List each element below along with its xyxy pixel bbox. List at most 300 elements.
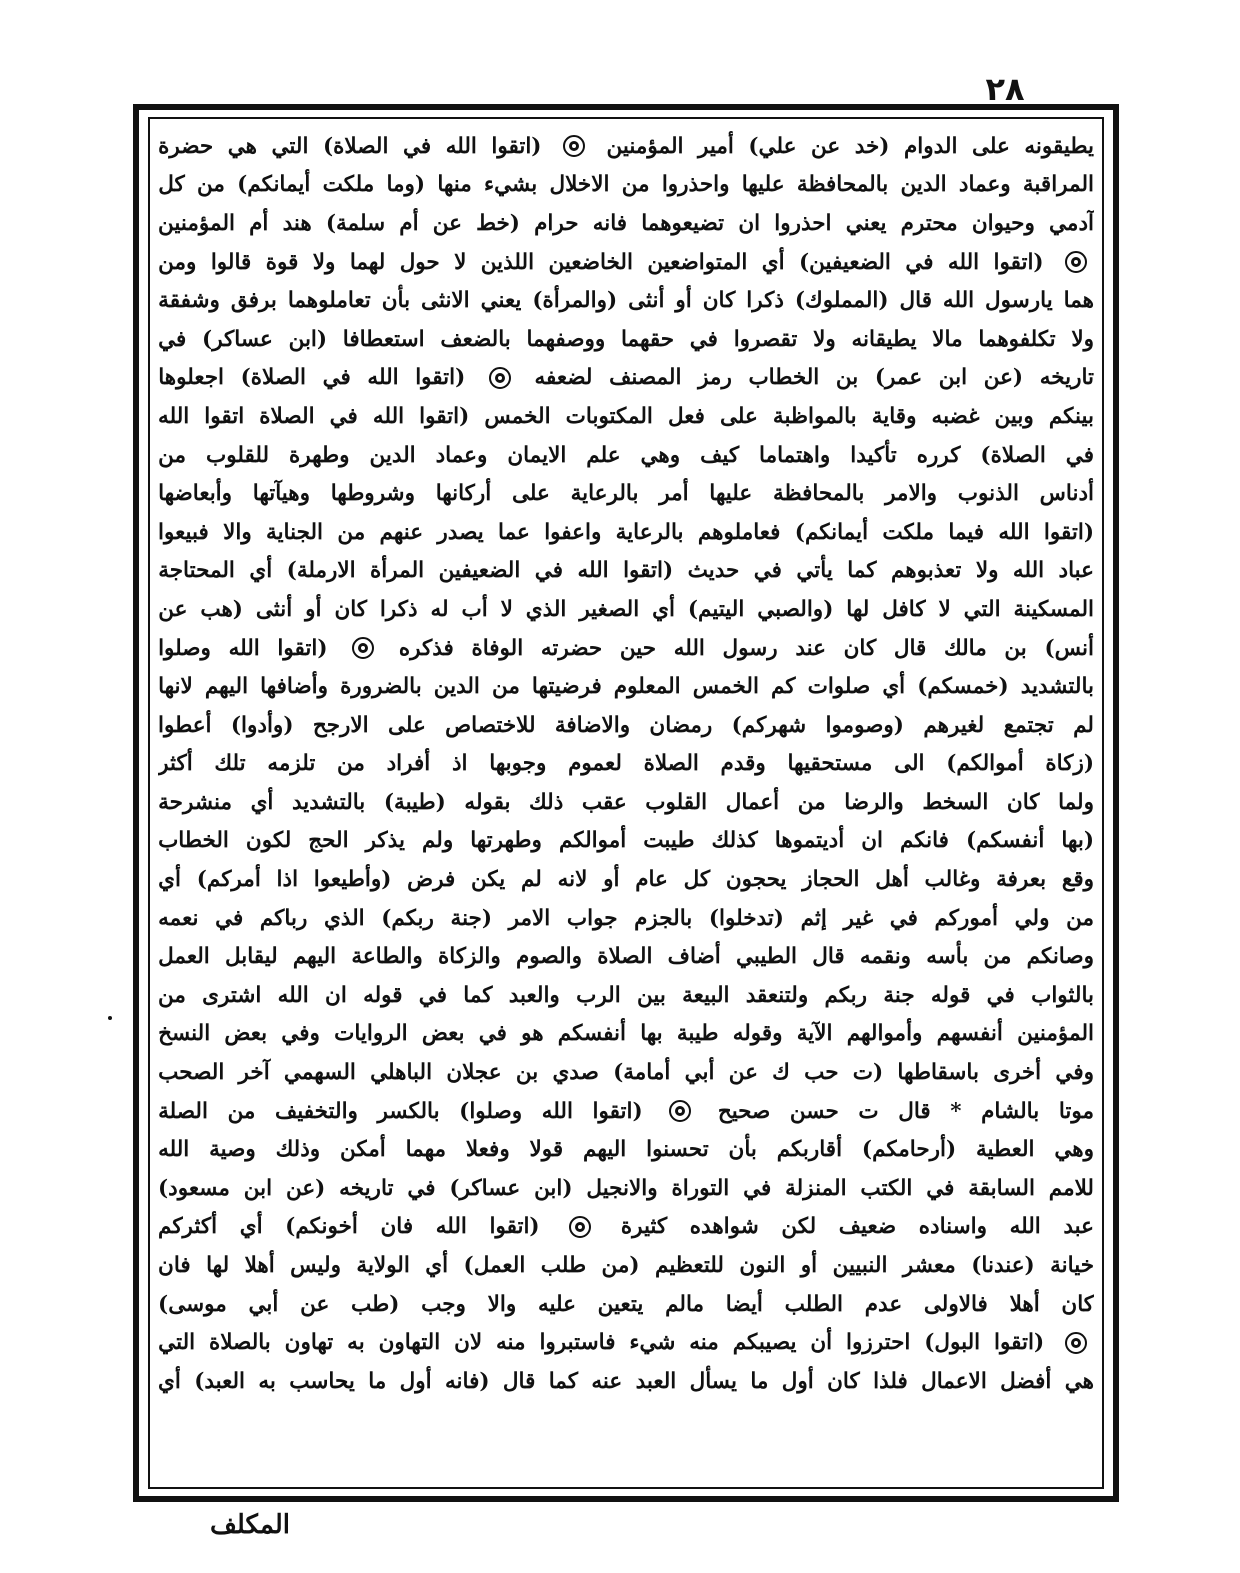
- word: صدي: [552, 1060, 599, 1086]
- word: حضرته: [540, 635, 603, 661]
- word: عند: [795, 635, 826, 661]
- word: فرضيتها: [531, 674, 602, 700]
- word: الامر: [508, 905, 551, 931]
- word: لان: [454, 1330, 483, 1356]
- word: من: [337, 751, 365, 777]
- word: عساكر): [202, 326, 273, 352]
- word: من: [983, 944, 1012, 970]
- word: أي: [652, 596, 675, 622]
- rosette-ornament-icon: [1064, 250, 1088, 274]
- word: الاخلال: [549, 172, 610, 198]
- word: في: [407, 1175, 436, 1201]
- word: يصيبكم: [732, 1330, 797, 1356]
- word: والانجيل: [586, 1175, 658, 1201]
- word: تلزمه: [267, 751, 316, 777]
- word: الله: [1009, 1214, 1041, 1240]
- word: صحيح: [717, 1098, 771, 1124]
- word: ان: [738, 210, 761, 236]
- word: بأسه: [926, 944, 969, 970]
- word: الروايات: [334, 1021, 408, 1047]
- word: ملكت: [882, 519, 934, 545]
- word: حين: [619, 635, 657, 661]
- word: غير: [843, 905, 874, 931]
- word: (اتقوا: [489, 1214, 540, 1240]
- word: تعذبوهم: [890, 558, 962, 584]
- word: أموركم: [934, 905, 999, 931]
- word: أنثى: [628, 288, 665, 314]
- word: تحسنوا: [646, 1137, 709, 1163]
- word: كان: [334, 596, 368, 622]
- word: الخمس: [692, 674, 759, 700]
- word: جنة: [883, 982, 915, 1008]
- word: الصلاة: [643, 751, 699, 777]
- text-line: [158, 1053, 1094, 1092]
- word: أخرى: [993, 1060, 1042, 1086]
- word: أمر: [659, 481, 689, 507]
- word: المصنف: [609, 365, 682, 391]
- word: أم: [249, 210, 269, 236]
- word: مهما: [405, 1137, 447, 1163]
- word: للامم: [1048, 1175, 1094, 1201]
- word: الكتب: [860, 1175, 913, 1201]
- word: يأتي: [796, 558, 833, 584]
- word: عنهم: [379, 519, 424, 545]
- word: هي: [1064, 1368, 1094, 1394]
- word: تضيعوهما: [641, 210, 725, 236]
- rosette-ornament-icon: [562, 134, 586, 158]
- word: وشروطها: [330, 481, 415, 507]
- word: قالوا: [210, 249, 252, 275]
- text-line: [158, 667, 1094, 706]
- word: العمل: [158, 944, 210, 970]
- text-line: [158, 1092, 1094, 1131]
- word: أمامة): [613, 1060, 671, 1086]
- word: للقلوب: [206, 442, 270, 468]
- word: أي: [239, 1214, 263, 1240]
- word: الايمان: [507, 442, 567, 468]
- word: أي: [250, 789, 274, 815]
- word: كيف: [700, 442, 740, 468]
- word: بعرفة: [996, 867, 1047, 893]
- text-line: [158, 474, 1094, 513]
- word: الله: [158, 403, 190, 429]
- word: (اتقوا: [1043, 519, 1094, 545]
- word: أفراد: [386, 751, 431, 777]
- word: ذكرا: [746, 288, 784, 314]
- word: عبد: [1063, 1214, 1094, 1240]
- word: عن: [810, 133, 841, 159]
- word: به: [258, 1368, 276, 1394]
- word: لا: [454, 249, 467, 275]
- word: أنفسكم): [965, 828, 1045, 854]
- word: الرب: [576, 982, 621, 1008]
- word: (خد: [854, 133, 890, 159]
- word: شيء: [629, 1330, 676, 1356]
- word: والصوم: [516, 944, 582, 970]
- word: الله: [228, 635, 260, 661]
- word: (اتقوا: [491, 133, 542, 159]
- word: أهل: [875, 867, 909, 893]
- text-line: [158, 1130, 1094, 1169]
- word: وليس: [290, 1253, 341, 1279]
- word: عنه: [591, 1368, 623, 1394]
- text-line: [158, 706, 1094, 745]
- word: اليهم: [292, 944, 337, 970]
- text-line: [158, 397, 1094, 436]
- word: أبي: [248, 1291, 279, 1317]
- word: ما: [750, 1368, 769, 1394]
- word: وطهرتها: [470, 828, 542, 854]
- word: بن: [1004, 635, 1027, 661]
- word: الذنوب: [957, 481, 1019, 507]
- word: وهيآتها: [252, 481, 310, 507]
- word: مسعود): [158, 1175, 230, 1201]
- word: آدمي: [1049, 210, 1094, 236]
- word: رباكم: [259, 905, 308, 931]
- word: قال: [502, 1368, 536, 1394]
- word: بالضعف: [440, 326, 511, 352]
- word: والعبد: [508, 982, 560, 1008]
- word: الخاضعين: [548, 249, 633, 275]
- word: الطلب: [784, 1291, 844, 1317]
- word: لضعفه: [534, 365, 593, 391]
- word: على: [719, 403, 758, 429]
- word: والتخفيف: [275, 1098, 358, 1124]
- word: عن: [158, 596, 188, 622]
- word: (أرحامكم): [861, 1137, 957, 1163]
- word: عدم: [864, 1291, 903, 1317]
- word: واسناده: [918, 1214, 987, 1240]
- word: فلذا: [873, 1368, 908, 1394]
- word: الصلاة: [597, 944, 653, 970]
- word: الخمس: [484, 403, 551, 429]
- word: (ابن: [288, 326, 328, 352]
- word: عباد: [1058, 558, 1094, 584]
- word: لانه: [557, 867, 588, 893]
- text-line: [158, 937, 1094, 976]
- word: المسكينة: [1013, 596, 1094, 622]
- word: التوراة: [671, 1175, 730, 1201]
- word: (اتقوا: [623, 558, 674, 584]
- word: صلوات: [807, 674, 871, 700]
- word: فاستبروا: [539, 1330, 616, 1356]
- word: (اتقوا: [994, 1330, 1045, 1356]
- word: القلوب: [645, 789, 708, 815]
- word: واحذروا: [661, 172, 730, 198]
- word: لانها: [158, 674, 193, 700]
- word: الله: [372, 403, 405, 429]
- word: ضعيف: [838, 1214, 897, 1240]
- word: أديتموها: [774, 828, 845, 854]
- word: أيمانكم): [237, 172, 311, 198]
- word: برفق: [230, 288, 277, 314]
- word: في: [215, 905, 244, 931]
- word: بعض: [421, 1021, 465, 1047]
- text-line: [158, 590, 1094, 629]
- word: ولم: [421, 828, 454, 854]
- word: كما: [463, 982, 493, 1008]
- word: كرره: [916, 442, 961, 468]
- word: الله: [673, 635, 705, 661]
- word: استعطافا: [342, 326, 425, 352]
- word: والا: [487, 1291, 517, 1317]
- word: (وأطيعوا: [313, 867, 392, 893]
- word: كان: [1061, 1291, 1094, 1317]
- text-line: [158, 127, 1094, 166]
- word: طلب: [540, 1253, 587, 1279]
- word: كل: [683, 867, 711, 893]
- word: يحجون: [725, 867, 787, 893]
- word: ولا: [1071, 326, 1094, 352]
- word: المؤمنين: [158, 210, 235, 236]
- word: موسى): [158, 1291, 227, 1317]
- word: حضرة: [158, 133, 214, 159]
- word: أي: [425, 1253, 449, 1279]
- word: كم: [771, 674, 796, 700]
- word: محترم: [900, 210, 958, 236]
- word: أكثركم: [158, 1214, 218, 1240]
- word: وصلوا: [158, 635, 211, 661]
- word: أعطوا: [158, 712, 212, 738]
- word: يحاسب: [289, 1368, 355, 1394]
- word: الله: [445, 133, 477, 159]
- word: ولتنعقد: [745, 982, 809, 1008]
- rosette-ornament-icon: [668, 1099, 692, 1123]
- word: بن: [835, 365, 859, 391]
- word: اذا: [276, 867, 299, 893]
- word: يطيقونه: [1024, 133, 1094, 159]
- word: الباهلي: [370, 1060, 433, 1086]
- word: إثم: [800, 905, 827, 931]
- text-line: [158, 822, 1094, 861]
- word: الاعمال: [921, 1368, 987, 1394]
- word: اشترى: [202, 982, 262, 1008]
- word: لا: [938, 596, 951, 622]
- word: بالضرورة: [340, 674, 422, 700]
- word: حرام: [534, 210, 579, 236]
- word: معشر: [902, 1253, 956, 1279]
- word: منها: [437, 172, 472, 198]
- word: (عن: [983, 365, 1024, 391]
- word: (بها: [1061, 828, 1094, 854]
- word: أي: [158, 867, 181, 893]
- word: منه: [689, 1330, 719, 1356]
- word: كذلك: [711, 828, 758, 854]
- word: لم: [520, 867, 542, 893]
- word: لم: [1073, 712, 1094, 738]
- word: أكثر: [158, 751, 193, 777]
- word: على: [512, 481, 550, 507]
- word: الخطاب: [748, 365, 820, 391]
- word: المعلوم: [613, 674, 681, 700]
- word: فذكره: [398, 635, 454, 661]
- text-line: [158, 513, 1094, 552]
- word: بالمواظبة: [772, 403, 857, 429]
- word: ان: [861, 828, 883, 854]
- word: (جنة: [450, 905, 493, 931]
- text-line: [158, 204, 1094, 243]
- word: فانكم: [899, 828, 949, 854]
- word: ليقابل: [224, 944, 278, 970]
- text-line: [158, 1208, 1094, 1247]
- word: موتا: [1058, 1098, 1094, 1124]
- text-line: [158, 783, 1094, 822]
- text-line: [158, 1362, 1094, 1401]
- word: الله: [367, 365, 399, 391]
- rosette-ornament-icon: [351, 636, 375, 660]
- word: أو: [305, 596, 322, 622]
- word: فان: [158, 1253, 191, 1279]
- word: هو: [521, 1021, 544, 1047]
- page-number: ٢٨: [985, 70, 1025, 108]
- word: حسن: [789, 1098, 839, 1124]
- word: وشفقة: [158, 288, 220, 314]
- word: الله: [947, 249, 980, 275]
- word: الله: [577, 558, 609, 584]
- word: المراقبة: [1022, 172, 1094, 198]
- word: قوله: [363, 982, 403, 1008]
- word: ذلك: [529, 789, 564, 815]
- word: الارملة): [286, 558, 356, 584]
- word: المكتوبات: [565, 403, 653, 429]
- word: (والمرأة): [532, 288, 618, 314]
- word: الصلة: [158, 1098, 208, 1124]
- word: وجب: [421, 1291, 466, 1317]
- word: قال: [898, 1098, 931, 1124]
- word: أدناس: [1039, 481, 1094, 507]
- word: اذ: [451, 751, 468, 777]
- rosette-ornament-icon: [1064, 1331, 1088, 1355]
- word: مالم: [665, 1291, 705, 1317]
- word: ولا: [312, 249, 336, 275]
- text-line: [158, 243, 1094, 282]
- word: الصحب: [158, 1060, 225, 1086]
- word: الجناية: [266, 519, 323, 545]
- word: جواب: [566, 905, 618, 931]
- word: بقوله: [464, 789, 511, 815]
- word: عجلان: [446, 1060, 502, 1086]
- word: فيما: [948, 519, 985, 545]
- word: بالشام: [981, 1098, 1040, 1124]
- word: ذكرا: [379, 596, 418, 622]
- word: في: [402, 133, 432, 159]
- word: في: [1065, 442, 1094, 468]
- word: ابن: [243, 1175, 273, 1201]
- word: البول): [924, 1330, 981, 1356]
- word: أنثى: [255, 596, 293, 622]
- word: تاريخه: [1039, 365, 1094, 391]
- word: من: [196, 172, 225, 198]
- word: فبيعوا: [158, 519, 209, 545]
- text-line: [158, 320, 1094, 359]
- word: في: [329, 403, 358, 429]
- word: منشرحة: [158, 789, 233, 815]
- word: له: [430, 596, 449, 622]
- word: الولاية: [356, 1253, 410, 1279]
- word: التهاون: [378, 1330, 441, 1356]
- word: في: [905, 249, 934, 275]
- word: أي: [882, 674, 906, 700]
- word: تاريخه: [339, 1175, 394, 1201]
- word: في: [418, 982, 447, 1008]
- word: وعماد: [958, 172, 1011, 198]
- word: وصية: [209, 1137, 256, 1163]
- word: من: [1066, 905, 1094, 931]
- word: تعاملوهما: [287, 288, 371, 314]
- word: *: [950, 1098, 962, 1124]
- word: أعمال: [725, 789, 780, 815]
- text-line: [158, 629, 1094, 668]
- word: الارجح: [312, 712, 369, 738]
- word: (المملوك): [794, 288, 889, 314]
- word: المحتاجة: [158, 558, 235, 584]
- word: الله: [942, 288, 975, 314]
- word: (هب: [200, 596, 243, 622]
- word: أهلا: [1009, 1291, 1040, 1317]
- word: ولا: [813, 326, 836, 352]
- word: اتقوا: [204, 403, 245, 429]
- word: قال: [893, 635, 927, 661]
- word: (ابن: [534, 1175, 573, 1201]
- word: بشيء: [484, 172, 538, 198]
- word: السخط: [922, 789, 989, 815]
- word: أفضل: [1000, 1368, 1052, 1394]
- word: وذلك: [275, 1137, 321, 1163]
- word: المؤمنين: [606, 133, 684, 159]
- word: علم: [586, 442, 621, 468]
- word: (من: [601, 1253, 640, 1279]
- word: فعاملوهم: [697, 519, 781, 545]
- word: أو: [603, 867, 620, 893]
- word: (وأدوا): [230, 712, 294, 738]
- word: أقاربكم: [776, 1137, 843, 1163]
- word: الصغير: [579, 596, 640, 622]
- word: حول: [399, 249, 440, 275]
- word: سلمة): [325, 210, 386, 236]
- word: والا: [223, 519, 252, 545]
- word: لعموم: [568, 751, 622, 777]
- word: وفعلا: [465, 1137, 510, 1163]
- word: أنس): [1044, 635, 1094, 661]
- word: (اتقوا: [415, 365, 466, 391]
- margin-mark: [108, 1016, 112, 1020]
- word: (اتقوا: [277, 635, 328, 661]
- word: بعض: [224, 1021, 268, 1047]
- text-line: [158, 1169, 1094, 1208]
- word: وقوله: [732, 1021, 783, 1047]
- word: وطهرة: [288, 442, 350, 468]
- word: الذي: [525, 596, 567, 622]
- word: (وما: [386, 172, 426, 198]
- word: وهي: [1054, 1137, 1094, 1163]
- word: وجوبها: [489, 751, 547, 777]
- word: ربكم: [824, 982, 868, 1008]
- word: وحيوان: [971, 210, 1035, 236]
- word: من: [621, 172, 650, 198]
- text-line: [158, 552, 1094, 591]
- text-line: [158, 1246, 1094, 1285]
- word: الصلاة: [259, 403, 315, 429]
- word: والطاعة: [351, 944, 423, 970]
- word: (طيبة): [383, 789, 446, 815]
- word: فعل: [667, 403, 705, 429]
- word: تهاون: [284, 1330, 334, 1356]
- word: فرض: [407, 867, 456, 893]
- word: على: [971, 133, 1010, 159]
- word: أهلا: [244, 1253, 275, 1279]
- word: علي): [748, 133, 797, 159]
- word: وصانكم: [1026, 944, 1094, 970]
